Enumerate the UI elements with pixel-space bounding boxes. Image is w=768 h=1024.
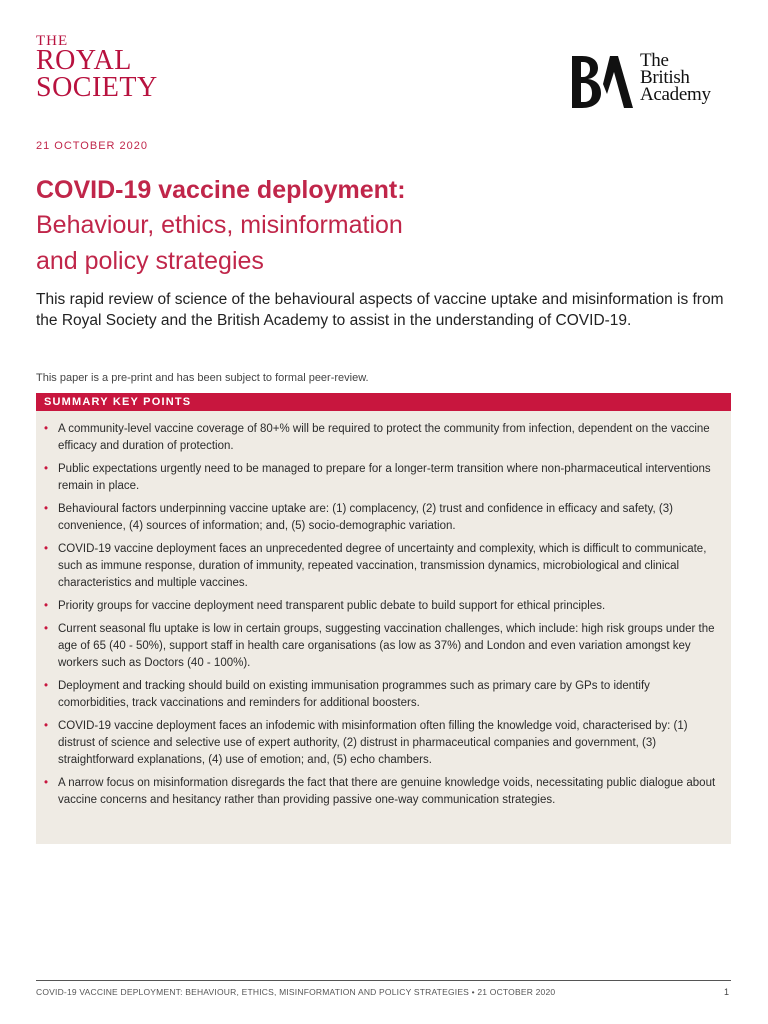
summary-point bbox=[44, 541, 721, 592]
british-academy-line2: British bbox=[640, 67, 690, 88]
summary-point bbox=[44, 775, 721, 809]
bullet-icon: • bbox=[44, 600, 49, 612]
summary-point bbox=[44, 421, 721, 455]
summary-point bbox=[44, 461, 721, 495]
royal-society-logo bbox=[36, 34, 158, 101]
summary-box bbox=[36, 393, 731, 844]
summary-point bbox=[44, 501, 721, 535]
summary-point-text: Deployment and tracking should build on existing immunisation programmes such as primary care by GPs to identify comorbidities, track vaccinations and reminders for additional boosters. bbox=[58, 680, 650, 709]
summary-point-text: COVID-19 vaccine deployment faces an unprecedented degree of uncertainty and complexity, which is difficult to communicate, such as immune response, duration of immunity, repeated vaccination, transmission dynamics, microbiological and clinical characteristics and multiple vaccines. bbox=[58, 543, 707, 589]
summary-point-text: COVID-19 vaccine deployment faces an infodemic with misinformation often filling the knowledge void, characterised by: (1) distrust of science and selective use of expert authority, (2) distrust in pharmaceutical companies and government, (3) straightforward explanations, (4) use of emotion; and, (5) echo chambers. bbox=[58, 720, 688, 766]
footer-text: COVID-19 VACCINE DEPLOYMENT: BEHAVIOUR, ETHICS, MISINFORMATION AND POLICY STRATEGIES • 21 OCTOBER 2020 bbox=[36, 987, 556, 997]
preprint-note: This paper is a pre-print and has been subject to formal peer-review. bbox=[36, 372, 369, 384]
summary-point bbox=[44, 598, 721, 615]
summary-points-list bbox=[36, 411, 731, 809]
british-academy-wordmark bbox=[640, 52, 711, 103]
summary-point-text: A narrow focus on misinformation disregards the fact that there are genuine knowledge voids, necessitating public dialogue about vaccine concerns and hesitancy rather than providing passive one-way communication strategies. bbox=[58, 777, 716, 806]
bullet-icon: • bbox=[44, 543, 49, 555]
summary-point bbox=[44, 718, 721, 769]
royal-society-logo-line2: ROYAL bbox=[36, 45, 132, 77]
bullet-icon: • bbox=[44, 777, 49, 789]
title-line1: COVID-19 vaccine deployment: bbox=[36, 176, 406, 204]
bullet-icon: • bbox=[44, 503, 49, 515]
british-academy-logo bbox=[570, 50, 740, 110]
summary-point-text: Public expectations urgently need to be managed to prepare for a longer-term transition where non-pharmaceutical interventions remain in place. bbox=[58, 463, 711, 492]
british-academy-line1: The bbox=[640, 50, 669, 71]
summary-point-text: Behavioural factors underpinning vaccine uptake are: (1) complacency, (2) trust and confidence in efficacy and safety, (3) convenience, (4) sources of information; and, (5) socio-demographic variation. bbox=[58, 503, 673, 532]
summary-point bbox=[44, 621, 721, 672]
footer-divider bbox=[36, 980, 731, 981]
british-academy-line3: Academy bbox=[640, 84, 711, 105]
bullet-icon: • bbox=[44, 623, 49, 635]
bullet-icon: • bbox=[44, 423, 49, 435]
summary-point-text: Priority groups for vaccine deployment need transparent public debate to build support for ethical principles. bbox=[58, 600, 606, 612]
page-number: 1 bbox=[724, 987, 730, 997]
bullet-icon: • bbox=[44, 680, 49, 692]
bullet-icon: • bbox=[44, 463, 49, 475]
document-title bbox=[36, 173, 736, 279]
title-line2: Behaviour, ethics, misinformation bbox=[36, 211, 403, 239]
publication-date: 21 OCTOBER 2020 bbox=[36, 140, 149, 152]
british-academy-mark-icon bbox=[570, 54, 634, 110]
royal-society-logo-line1: THE bbox=[36, 33, 69, 49]
summary-point bbox=[44, 678, 721, 712]
bullet-icon: • bbox=[44, 720, 49, 732]
intro-paragraph: This rapid review of science of the behavioural aspects of vaccine uptake and misinformation is from the Royal Society and the British Academy to assist in the understanding of COVID-19. bbox=[36, 291, 724, 329]
summary-point-text: A community-level vaccine coverage of 80+% will be required to protect the community from infection, dependent on the vaccine efficacy and duration of protection. bbox=[58, 423, 710, 452]
summary-header: SUMMARY KEY POINTS bbox=[36, 393, 731, 411]
royal-society-logo-line3: SOCIETY bbox=[36, 71, 158, 103]
title-line3: and policy strategies bbox=[36, 247, 264, 275]
summary-point-text: Current seasonal flu uptake is low in certain groups, suggesting vaccination challenges, which include: high risk groups under the age of 65 (40 - 50%), support staff in health care organisations (as low as 37%) and London and even variation amongst key workers such as Doctors (40 - 100%). bbox=[58, 623, 715, 669]
